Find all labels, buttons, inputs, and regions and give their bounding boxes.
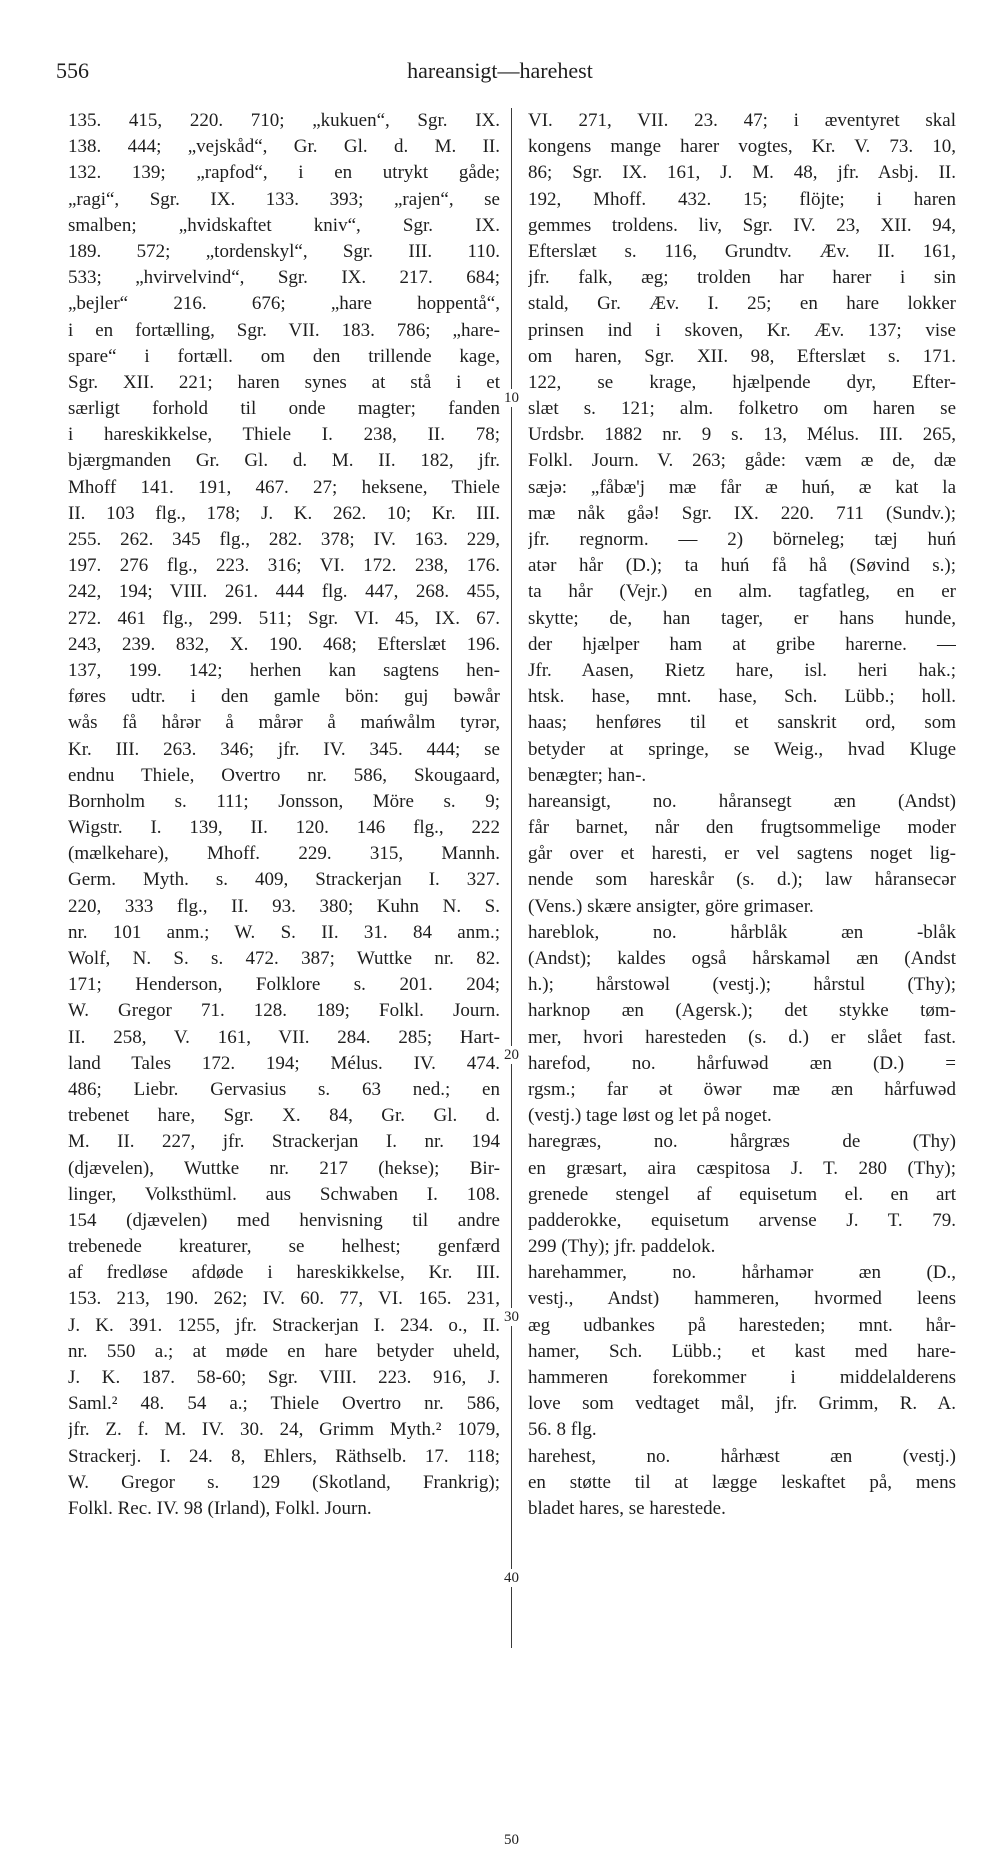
text-line: grenede stengel af equisetum el. en art bbox=[528, 1183, 956, 1205]
text-line: trebenet hare, Sgr. X. 84, Gr. Gl. d. bbox=[68, 1105, 500, 1127]
text-line: Kr. III. 263. 346; jfr. IV. 345. 444; se bbox=[68, 738, 500, 760]
text-line: mæ nåk gåə! Sgr. IX. 220. 711 (Sundv.); bbox=[528, 502, 956, 524]
text-line: wås få hårər å mårər å mańwålm tyrər, bbox=[68, 712, 500, 734]
text-line: smalben; „hvidskaftet kniv“, Sgr. IX. bbox=[68, 214, 500, 236]
text-line: i en fortælling, Sgr. VII. 183. 786; „hare- bbox=[68, 319, 500, 341]
page-number: 556 bbox=[56, 58, 89, 83]
text-line: stald, Gr. Æv. I. 25; en hare lokker bbox=[528, 293, 956, 315]
text-line: 137, 199. 142; herhen kan sagtens hen- bbox=[68, 659, 500, 681]
text-line: føres udtr. i den gamle bön: guj bəwår bbox=[68, 686, 500, 708]
text-line: benægter; han-. bbox=[528, 764, 647, 786]
text-line: vestj., Andst) hammeren, hvormed leens bbox=[528, 1288, 956, 1310]
text-line: særligt forhold til onde magter; fanden bbox=[68, 398, 500, 420]
line-marker-50: 50 bbox=[504, 1832, 519, 1848]
text-line: spare“ i fortæll. om den trillende kage, bbox=[68, 345, 500, 367]
line-marker-40: 40 bbox=[504, 1570, 519, 1586]
text-line: 153. 213, 190. 262; IV. 60. 77, VI. 165. 231, bbox=[68, 1288, 500, 1310]
text-line: 122, se krage, hjælpende dyr, Efter- bbox=[528, 371, 956, 393]
text-line: jfr. regnorm. — 2) börneleg; tæj huń bbox=[528, 529, 956, 550]
text-line: VI. 271, VII. 23. 47; i æventyret skal bbox=[528, 110, 956, 131]
text-line: harehest, no. hårhæst æn (vestj.) bbox=[528, 1445, 956, 1467]
text-line: en græsart, aira cæspitosa J. T. 280 (Thy); bbox=[528, 1157, 956, 1179]
text-line: hareansigt, no. håransegt æn (Andst) bbox=[528, 790, 956, 812]
text-line: 197. 276 flg., 223. 316; VI. 172. 238, 176. bbox=[68, 555, 500, 577]
text-line: prinsen ind i skoven, Kr. Æv. 137; vise bbox=[528, 319, 956, 341]
text-line: endnu Thiele, Overtro nr. 586, Skougaard, bbox=[68, 764, 500, 786]
text-line: W. Gregor s. 129 (Skotland, Frankrig); bbox=[68, 1471, 500, 1493]
text-line: i hareskikkelse, Thiele I. 238, II. 78; bbox=[68, 424, 500, 446]
text-line: 56. 8 flg. bbox=[528, 1419, 597, 1441]
text-line: padderokke, equisetum arvense J. T. 79. bbox=[528, 1209, 956, 1231]
running-head: hareansigt—harehest bbox=[407, 58, 593, 83]
line-marker-10: 10 bbox=[504, 390, 519, 406]
text-line: 220, 333 flg., II. 93. 380; Kuhn N. S. bbox=[68, 895, 500, 917]
text-line: harknop æn (Agersk.); det stykke tøm- bbox=[528, 1000, 956, 1022]
text-line: kongens mange harer vogtes, Kr. V. 73. 10, bbox=[528, 136, 956, 158]
text-line: (djævelen), Wuttke nr. 217 (hekse); Bir- bbox=[68, 1157, 500, 1179]
text-line: bjærgmanden Gr. Gl. d. M. II. 182, jfr. bbox=[68, 450, 500, 472]
text-line: 132. 139; „rapfod“, i en utrykt gåde; bbox=[68, 162, 500, 184]
text-line: land Tales 172. 194; Mélus. IV. 474. bbox=[68, 1052, 500, 1074]
text-line: Jfr. Aasen, Rietz hare, isl. heri hak.; bbox=[528, 659, 956, 681]
text-line: (Vens.) skære ansigter, göre grimaser. bbox=[528, 895, 814, 917]
text-line: jfr. Z. f. M. IV. 30. 24, Grimm Myth.² 1079, bbox=[68, 1419, 500, 1441]
text-line: nr. 101 anm.; W. S. II. 31. 84 anm.; bbox=[68, 921, 500, 943]
text-line: linger, Volksthüml. aus Schwaben I. 108. bbox=[68, 1183, 500, 1205]
text-line: (vestj.) tage løst og let på noget. bbox=[528, 1105, 772, 1127]
text-line: Folkl. Journ. V. 263; gåde: væm æ de, dæ bbox=[528, 450, 956, 472]
text-line: hammeren forekommer i middelalderens bbox=[528, 1367, 956, 1388]
text-line: slæt s. 121; alm. folketro om haren se bbox=[528, 398, 956, 420]
text-line: skytte; de, han tager, er hans hunde, bbox=[528, 607, 956, 629]
text-line: der hjælper ham at gribe harerne. — bbox=[528, 633, 956, 655]
text-line: 533; „hvirvelvind“, Sgr. IX. 217. 684; bbox=[68, 267, 500, 289]
text-line: 171; Henderson, Folklore s. 201. 204; bbox=[68, 974, 500, 996]
text-line: Strackerj. I. 24. 8, Ehlers, Räthselb. 17. 118; bbox=[68, 1445, 500, 1467]
text-line: bladet hares, se harestede. bbox=[528, 1497, 726, 1519]
text-line: 135. 415, 220. 710; „kukuen“, Sgr. IX. bbox=[68, 110, 500, 131]
text-line: 272. 461 flg., 299. 511; Sgr. VI. 45, IX. 67. bbox=[68, 607, 500, 629]
text-line: nende som hareskår (s. d.); law håransecər bbox=[528, 869, 956, 891]
text-line: htsk. hase, mnt. hase, Sch. Lübb.; holl. bbox=[528, 686, 956, 708]
text-line: 154 (djævelen) med henvisning til andre bbox=[68, 1209, 500, 1231]
text-line: J. K. 391. 1255, jfr. Strackerjan I. 234. o., II. bbox=[68, 1314, 500, 1336]
text-line: harefod, no. hårfuwəd æn (D.) = bbox=[528, 1052, 956, 1074]
text-line: „ragi“, Sgr. IX. 133. 393; „rajen“, se bbox=[68, 188, 500, 210]
text-line: en støtte til at lægge leskaftet på, mens bbox=[528, 1471, 956, 1493]
text-line: 242, 194; VIII. 261. 444 flg. 447, 268. 455, bbox=[68, 581, 500, 603]
text-line: Wigstr. I. 139, II. 120. 146 flg., 222 bbox=[68, 817, 500, 839]
text-line: får barnet, når den frugtsommelige moder bbox=[528, 817, 956, 839]
left-column bbox=[68, 108, 500, 1522]
text-line: 189. 572; „tordenskyl“, Sgr. III. 110. bbox=[68, 240, 500, 262]
text-line: trebenede kreaturer, se helhest; genfærd bbox=[68, 1236, 500, 1258]
text-line: går over et haresti, er vel sagtens noget lig- bbox=[528, 843, 956, 865]
text-line: II. 103 flg., 178; J. K. 262. 10; Kr. III. bbox=[68, 502, 500, 524]
text-line: mer, hvori haresteden (s. d.) er slået fast. bbox=[528, 1026, 956, 1048]
text-line: 138. 444; „vejskåd“, Gr. Gl. d. M. II. bbox=[68, 136, 500, 158]
text-line: Saml.² 48. 54 a.; Thiele Overtro nr. 586, bbox=[68, 1393, 500, 1415]
text-line: 486; Liebr. Gervasius s. 63 ned.; en bbox=[68, 1078, 500, 1100]
text-line: haas; henføres til et sanskrit ord, som bbox=[528, 712, 956, 734]
text-line: atər hår (D.); ta huń få hå (Søvind s.); bbox=[528, 555, 956, 577]
text-line: love som vedtaget mål, jfr. Grimm, R. A. bbox=[528, 1393, 956, 1415]
text-line: nr. 550 a.; at møde en hare betyder uheld, bbox=[68, 1340, 500, 1362]
text-line: om haren, Sgr. XII. 98, Efterslæt s. 171. bbox=[528, 345, 956, 367]
text-line: (mælkehare), Mhoff. 229. 315, Mannh. bbox=[68, 843, 500, 865]
text-line: betyder at springe, se Weig., hvad Kluge bbox=[528, 738, 956, 760]
text-line: Sgr. XII. 221; haren synes at stå i et bbox=[68, 371, 500, 393]
text-line: hamer, Sch. Lübb.; et kast med hare- bbox=[528, 1340, 956, 1362]
text-line: jfr. falk, æg; trolden har harer i sin bbox=[528, 267, 956, 289]
text-line: Folkl. Rec. IV. 98 (Irland), Folkl. Journ. bbox=[68, 1497, 372, 1519]
text-line: (Andst); kaldes også hårskaməl æn (Andst bbox=[528, 948, 956, 969]
line-marker-20: 20 bbox=[504, 1047, 519, 1063]
text-line: sæjə: „fåbæ'j mæ får æ huń, æ kat la bbox=[528, 476, 956, 498]
text-line: 192, Mhoff. 432. 15; flöjte; i haren bbox=[528, 188, 956, 210]
text-line: æg udbankes på haresteden; mnt. hår- bbox=[528, 1314, 956, 1336]
text-line: Urdsbr. 1882 nr. 9 s. 13, Mélus. III. 265, bbox=[528, 424, 956, 446]
text-line: M. II. 227, jfr. Strackerjan I. nr. 194 bbox=[68, 1131, 500, 1153]
text-line: Mhoff 141. 191, 467. 27; heksene, Thiele bbox=[68, 476, 500, 498]
text-line: „bejler“ 216. 676; „hare hoppentå“, bbox=[68, 293, 500, 315]
page-header bbox=[0, 54, 1000, 88]
text-line: Germ. Myth. s. 409, Strackerjan I. 327. bbox=[68, 869, 500, 891]
right-column bbox=[528, 108, 956, 1522]
text-line: af fredløse afdøde i hareskikkelse, Kr. III. bbox=[68, 1262, 500, 1284]
line-marker-30: 30 bbox=[504, 1309, 519, 1325]
text-line: rgsm.; far ət öwər mæ æn hårfuwəd bbox=[528, 1078, 956, 1100]
text-line: 86; Sgr. IX. 161, J. M. 48, jfr. Asbj. II. bbox=[528, 162, 956, 184]
text-line: Efterslæt s. 116, Grundtv. Æv. II. 161, bbox=[528, 240, 956, 262]
text-line: h.); hårstowəl (vestj.); hårstul (Thy); bbox=[528, 974, 956, 996]
text-line: ta hår (Vejr.) en alm. tagfatleg, en er bbox=[528, 581, 956, 603]
column-divider bbox=[511, 108, 512, 1648]
text-line: 299 (Thy); jfr. paddelok. bbox=[528, 1236, 716, 1258]
text-line: 243, 239. 832, X. 190. 468; Efterslæt 196. bbox=[68, 633, 500, 655]
text-line: II. 258, V. 161, VII. 284. 285; Hart- bbox=[68, 1026, 500, 1048]
text-line: W. Gregor 71. 128. 189; Folkl. Journ. bbox=[68, 1000, 500, 1022]
text-line: harehammer, no. hårhamər æn (D., bbox=[528, 1262, 956, 1284]
text-line: haregræs, no. hårgræs de (Thy) bbox=[528, 1131, 956, 1153]
text-line: gemmes troldens. liv, Sgr. IV. 23, XII. 94, bbox=[528, 214, 956, 236]
text-line: 255. 262. 345 flg., 282. 378; IV. 163. 229, bbox=[68, 529, 500, 550]
text-line: J. K. 187. 58-60; Sgr. VIII. 223. 916, J. bbox=[68, 1367, 500, 1388]
text-line: hareblok, no. hårblåk æn -blåk bbox=[528, 921, 956, 943]
text-line: Wolf, N. S. s. 472. 387; Wuttke nr. 82. bbox=[68, 948, 500, 969]
text-line: Bornholm s. 111; Jonsson, Möre s. 9; bbox=[68, 790, 500, 812]
